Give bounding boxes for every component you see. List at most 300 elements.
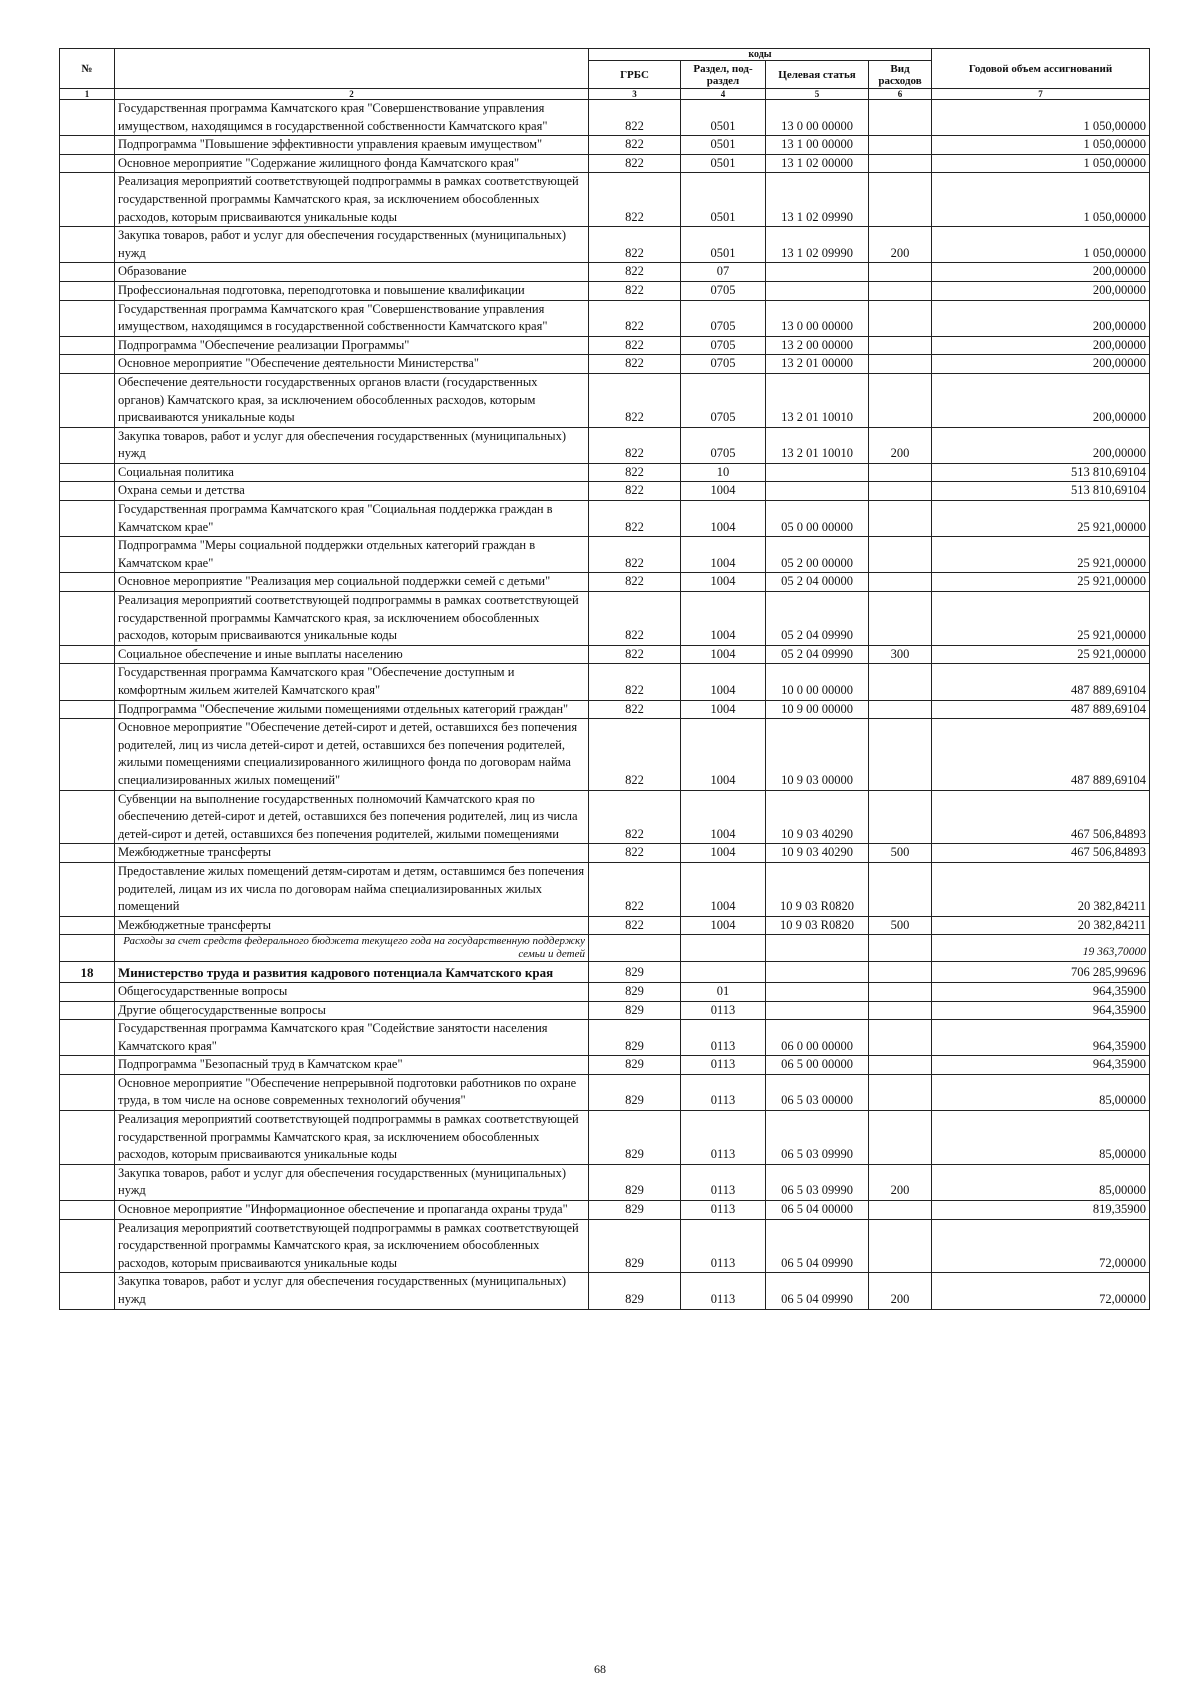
row-section: 1004 xyxy=(681,700,766,719)
row-name: Закупка товаров, работ и услуг для обеспечения государственных (муниципальных) нужд xyxy=(115,1164,589,1200)
row-exp-type xyxy=(869,463,932,482)
row-target: 10 9 03 R0820 xyxy=(766,916,869,935)
row-amount: 1 050,00000 xyxy=(932,173,1150,227)
row-grbs: 822 xyxy=(589,862,681,916)
table-row xyxy=(60,790,1150,844)
row-target: 06 5 04 00000 xyxy=(766,1201,869,1220)
col-exp-type-header: Вид расходов xyxy=(869,61,932,89)
row-exp-type xyxy=(869,664,932,700)
row-target xyxy=(766,263,869,282)
row-number xyxy=(60,355,115,374)
row-exp-type xyxy=(869,355,932,374)
row-exp-type xyxy=(869,1074,932,1110)
col-no-header: № xyxy=(60,49,115,89)
index-cell: 6 xyxy=(869,89,932,100)
row-name: Подпрограмма "Обеспечение жилыми помещениями отдельных категорий граждан" xyxy=(115,700,589,719)
row-name: Государственная программа Камчатского края "Обеспечение доступным и комфортным жильем жителей Камчатского края" xyxy=(115,664,589,700)
row-amount: 85,00000 xyxy=(932,1111,1150,1165)
row-number xyxy=(60,1056,115,1075)
row-number xyxy=(60,336,115,355)
row-section: 0705 xyxy=(681,336,766,355)
row-grbs: 822 xyxy=(589,227,681,263)
row-section: 0113 xyxy=(681,1111,766,1165)
row-exp-type xyxy=(869,373,932,427)
row-section: 0113 xyxy=(681,1273,766,1309)
row-grbs: 829 xyxy=(589,1201,681,1220)
row-name: Обеспечение деятельности государственных органов власти (государственных органов) Камчатского края, за исключением обособленных расходов, которым присваиваются уникальные коды xyxy=(115,373,589,427)
row-section: 0113 xyxy=(681,1201,766,1220)
row-grbs: 822 xyxy=(589,427,681,463)
table-row xyxy=(60,1273,1150,1309)
row-grbs xyxy=(589,935,681,962)
row-exp-type xyxy=(869,501,932,537)
row-section: 0705 xyxy=(681,373,766,427)
row-exp-type xyxy=(869,592,932,646)
row-target: 10 9 00 00000 xyxy=(766,700,869,719)
table-row xyxy=(60,427,1150,463)
table-row xyxy=(60,916,1150,935)
row-target: 10 9 03 40290 xyxy=(766,790,869,844)
row-number xyxy=(60,1219,115,1273)
row-section: 0705 xyxy=(681,355,766,374)
table-row xyxy=(60,373,1150,427)
table-row xyxy=(60,700,1150,719)
row-amount: 25 921,00000 xyxy=(932,537,1150,573)
row-section: 0501 xyxy=(681,154,766,173)
row-exp-type xyxy=(869,100,932,136)
row-number xyxy=(60,700,115,719)
row-section: 0113 xyxy=(681,1001,766,1020)
row-section: 0113 xyxy=(681,1219,766,1273)
table-row xyxy=(60,645,1150,664)
row-exp-type xyxy=(869,300,932,336)
row-target: 10 9 03 40290 xyxy=(766,844,869,863)
row-exp-type xyxy=(869,136,932,155)
row-grbs: 829 xyxy=(589,1074,681,1110)
row-section: 1004 xyxy=(681,664,766,700)
row-number xyxy=(60,281,115,300)
row-target xyxy=(766,281,869,300)
row-grbs: 822 xyxy=(589,373,681,427)
row-section: 1004 xyxy=(681,537,766,573)
row-grbs: 829 xyxy=(589,982,681,1001)
row-number xyxy=(60,136,115,155)
row-number xyxy=(60,790,115,844)
row-grbs: 822 xyxy=(589,100,681,136)
row-exp-type xyxy=(869,1219,932,1273)
row-exp-type xyxy=(869,154,932,173)
row-number: 18 xyxy=(60,962,115,983)
row-number xyxy=(60,100,115,136)
row-amount: 25 921,00000 xyxy=(932,645,1150,664)
row-amount: 1 050,00000 xyxy=(932,154,1150,173)
row-grbs: 822 xyxy=(589,154,681,173)
table-row xyxy=(60,982,1150,1001)
row-section: 1004 xyxy=(681,645,766,664)
row-amount: 200,00000 xyxy=(932,355,1150,374)
row-grbs: 822 xyxy=(589,537,681,573)
row-amount: 964,35900 xyxy=(932,1056,1150,1075)
table-row xyxy=(60,501,1150,537)
row-number xyxy=(60,862,115,916)
row-name: Закупка товаров, работ и услуг для обеспечения государственных (муниципальных) нужд xyxy=(115,227,589,263)
row-exp-type: 500 xyxy=(869,844,932,863)
row-exp-type xyxy=(869,263,932,282)
row-target xyxy=(766,463,869,482)
row-target: 05 2 00 00000 xyxy=(766,537,869,573)
row-number xyxy=(60,1074,115,1110)
row-name: Реализация мероприятий соответствующей подпрограммы в рамках соответствующей государственной программы Камчатского края, за исключением обособленных расходов, которым присваиваются уникальные коды xyxy=(115,592,589,646)
row-number xyxy=(60,916,115,935)
row-grbs: 822 xyxy=(589,916,681,935)
row-exp-type xyxy=(869,537,932,573)
row-name: Закупка товаров, работ и услуг для обеспечения государственных (муниципальных) нужд xyxy=(115,427,589,463)
row-section: 0705 xyxy=(681,281,766,300)
row-name: Государственная программа Камчатского края "Совершенствование управления имуществом, находящимся в государственной собственности Камчатского края" xyxy=(115,300,589,336)
table-row xyxy=(60,1056,1150,1075)
row-name: Основное мероприятие "Информационное обеспечение и пропаганда охраны труда" xyxy=(115,1201,589,1220)
row-name: Образование xyxy=(115,263,589,282)
row-section: 01 xyxy=(681,982,766,1001)
row-section: 0501 xyxy=(681,227,766,263)
row-grbs: 829 xyxy=(589,962,681,983)
table-row xyxy=(60,281,1150,300)
col-volume-header: Годовой объем ассигнований xyxy=(932,49,1150,89)
row-grbs: 822 xyxy=(589,136,681,155)
row-number xyxy=(60,1273,115,1309)
row-name: Охрана семьи и детства xyxy=(115,482,589,501)
row-name: Закупка товаров, работ и услуг для обеспечения государственных (муниципальных) нужд xyxy=(115,1273,589,1309)
table-row xyxy=(60,1164,1150,1200)
row-grbs: 822 xyxy=(589,645,681,664)
row-amount: 964,35900 xyxy=(932,1001,1150,1020)
row-amount: 25 921,00000 xyxy=(932,501,1150,537)
row-amount: 85,00000 xyxy=(932,1164,1150,1200)
row-section: 10 xyxy=(681,463,766,482)
table-row xyxy=(60,463,1150,482)
row-exp-type: 500 xyxy=(869,916,932,935)
row-number xyxy=(60,573,115,592)
row-target xyxy=(766,982,869,1001)
row-number xyxy=(60,935,115,962)
row-number xyxy=(60,982,115,1001)
table-row xyxy=(60,844,1150,863)
row-exp-type xyxy=(869,573,932,592)
header-row-1 xyxy=(60,49,1150,61)
table-row xyxy=(60,100,1150,136)
row-number xyxy=(60,719,115,790)
row-grbs: 829 xyxy=(589,1219,681,1273)
row-target: 10 9 03 00000 xyxy=(766,719,869,790)
row-section: 1004 xyxy=(681,719,766,790)
row-name: Реализация мероприятий соответствующей подпрограммы в рамках соответствующей государственной программы Камчатского края, за исключением обособленных расходов, которым присваиваются уникальные коды xyxy=(115,1111,589,1165)
row-section: 0501 xyxy=(681,136,766,155)
row-exp-type: 200 xyxy=(869,1273,932,1309)
row-section: 1004 xyxy=(681,501,766,537)
row-grbs: 822 xyxy=(589,482,681,501)
table-row xyxy=(60,862,1150,916)
row-section: 0501 xyxy=(681,100,766,136)
row-section: 07 xyxy=(681,263,766,282)
table-row xyxy=(60,573,1150,592)
table-row xyxy=(60,1074,1150,1110)
row-section: 1004 xyxy=(681,790,766,844)
row-target: 13 1 02 09990 xyxy=(766,173,869,227)
table-row xyxy=(60,336,1150,355)
row-name: Реализация мероприятий соответствующей подпрограммы в рамках соответствующей государственной программы Камчатского края, за исключением обособленных расходов, которым присваиваются уникальные коды xyxy=(115,1219,589,1273)
row-exp-type xyxy=(869,1001,932,1020)
row-amount: 513 810,69104 xyxy=(932,463,1150,482)
row-exp-type xyxy=(869,935,932,962)
col-grbs-header: ГРБС xyxy=(589,61,681,89)
page-number: 68 xyxy=(594,1662,606,1676)
row-target: 13 1 02 00000 xyxy=(766,154,869,173)
row-grbs: 822 xyxy=(589,336,681,355)
row-number xyxy=(60,1020,115,1056)
row-amount: 200,00000 xyxy=(932,263,1150,282)
row-amount: 25 921,00000 xyxy=(932,592,1150,646)
budget-table xyxy=(59,48,1150,1310)
row-amount: 487 889,69104 xyxy=(932,664,1150,700)
row-name: Государственная программа Камчатского края "Социальная поддержка граждан в Камчатском крае" xyxy=(115,501,589,537)
row-target: 13 1 00 00000 xyxy=(766,136,869,155)
row-grbs: 822 xyxy=(589,501,681,537)
row-section: 0113 xyxy=(681,1056,766,1075)
row-exp-type xyxy=(869,1056,932,1075)
row-number xyxy=(60,537,115,573)
row-amount: 200,00000 xyxy=(932,373,1150,427)
row-name: Другие общегосударственные вопросы xyxy=(115,1001,589,1020)
row-name: Общегосударственные вопросы xyxy=(115,982,589,1001)
row-number xyxy=(60,592,115,646)
table-row xyxy=(60,592,1150,646)
table-row xyxy=(60,935,1150,962)
row-exp-type: 300 xyxy=(869,645,932,664)
table-row xyxy=(60,537,1150,573)
table-row xyxy=(60,136,1150,155)
row-target xyxy=(766,482,869,501)
row-target: 13 2 01 10010 xyxy=(766,373,869,427)
row-name: Подпрограмма "Меры социальной поддержки отдельных категорий граждан в Камчатском крае" xyxy=(115,537,589,573)
row-target: 13 2 01 10010 xyxy=(766,427,869,463)
index-cell: 7 xyxy=(932,89,1150,100)
row-number xyxy=(60,427,115,463)
row-amount: 200,00000 xyxy=(932,281,1150,300)
row-target: 06 0 00 00000 xyxy=(766,1020,869,1056)
row-grbs: 829 xyxy=(589,1273,681,1309)
row-grbs: 822 xyxy=(589,700,681,719)
row-number xyxy=(60,645,115,664)
row-name: Государственная программа Камчатского края "Совершенствование управления имуществом, находящимся в государственной собственности Камчатского края" xyxy=(115,100,589,136)
row-name: Межбюджетные трансферты xyxy=(115,916,589,935)
col-target-header: Целевая статья xyxy=(766,61,869,89)
row-section: 0705 xyxy=(681,427,766,463)
index-cell: 4 xyxy=(681,89,766,100)
row-name: Министерство труда и развития кадрового потенциала Камчатского края xyxy=(115,962,589,983)
row-section: 1004 xyxy=(681,916,766,935)
row-amount: 1 050,00000 xyxy=(932,227,1150,263)
row-amount: 964,35900 xyxy=(932,1020,1150,1056)
row-target xyxy=(766,935,869,962)
row-amount: 72,00000 xyxy=(932,1273,1150,1309)
row-name: Профессиональная подготовка, переподготовка и повышение квалификации xyxy=(115,281,589,300)
row-number xyxy=(60,1111,115,1165)
row-target: 13 1 02 09990 xyxy=(766,227,869,263)
row-section: 1004 xyxy=(681,482,766,501)
row-number xyxy=(60,173,115,227)
row-exp-type xyxy=(869,700,932,719)
row-amount: 1 050,00000 xyxy=(932,136,1150,155)
row-target: 06 5 00 00000 xyxy=(766,1056,869,1075)
row-amount: 72,00000 xyxy=(932,1219,1150,1273)
row-exp-type xyxy=(869,1201,932,1220)
row-name: Основное мероприятие "Обеспечение непрерывной подготовки работников по охране труда, в том числе на основе современных технологий обучения" xyxy=(115,1074,589,1110)
row-amount: 819,35900 xyxy=(932,1201,1150,1220)
row-target: 10 0 00 00000 xyxy=(766,664,869,700)
row-grbs: 822 xyxy=(589,263,681,282)
row-target xyxy=(766,962,869,983)
row-grbs: 822 xyxy=(589,300,681,336)
row-exp-type xyxy=(869,862,932,916)
row-name: Основное мероприятие "Реализация мер социальной поддержки семей с детьми" xyxy=(115,573,589,592)
row-grbs: 822 xyxy=(589,664,681,700)
row-number xyxy=(60,664,115,700)
row-target: 05 2 04 09990 xyxy=(766,592,869,646)
row-amount: 20 382,84211 xyxy=(932,862,1150,916)
row-amount: 200,00000 xyxy=(932,300,1150,336)
row-grbs: 829 xyxy=(589,1020,681,1056)
row-name: Социальная политика xyxy=(115,463,589,482)
row-number xyxy=(60,501,115,537)
row-target: 06 5 03 09990 xyxy=(766,1111,869,1165)
table-row xyxy=(60,1001,1150,1020)
row-amount: 25 921,00000 xyxy=(932,573,1150,592)
row-number xyxy=(60,463,115,482)
column-index-row xyxy=(60,89,1150,100)
row-exp-type xyxy=(869,482,932,501)
col-section-header: Раздел, под-раздел xyxy=(681,61,766,89)
table-row xyxy=(60,482,1150,501)
row-target: 13 2 00 00000 xyxy=(766,336,869,355)
row-number xyxy=(60,373,115,427)
row-name: Предоставление жилых помещений детям-сиротам и детям, оставшимся без попечения родителей, лицам из их числа по договорам найма специализированных жилых помещений xyxy=(115,862,589,916)
row-exp-type: 200 xyxy=(869,227,932,263)
row-name: Подпрограмма "Безопасный труд в Камчатском крае" xyxy=(115,1056,589,1075)
row-grbs: 822 xyxy=(589,592,681,646)
row-grbs: 822 xyxy=(589,173,681,227)
table-row xyxy=(60,719,1150,790)
table-row xyxy=(60,962,1150,983)
row-name: Подпрограмма "Обеспечение реализации Программы" xyxy=(115,336,589,355)
table-row xyxy=(60,1020,1150,1056)
row-amount: 200,00000 xyxy=(932,336,1150,355)
row-number xyxy=(60,300,115,336)
row-exp-type xyxy=(869,719,932,790)
row-amount: 20 382,84211 xyxy=(932,916,1150,935)
row-name: Субвенции на выполнение государственных полномочий Камчатского края по обеспечению детей-сирот и детей, оставшихся без попечения родителей, лиц из числа детей-сирот и детей, оставшихся без попечения родителей, жилыми помещениями xyxy=(115,790,589,844)
row-name: Межбюджетные трансферты xyxy=(115,844,589,863)
table-row xyxy=(60,173,1150,227)
row-section: 0113 xyxy=(681,1164,766,1200)
row-number xyxy=(60,844,115,863)
row-target: 05 2 04 09990 xyxy=(766,645,869,664)
row-name: Подпрограмма "Повышение эффективности управления краевым имуществом" xyxy=(115,136,589,155)
table-row xyxy=(60,664,1150,700)
row-name: Основное мероприятие "Содержание жилищного фонда Камчатского края" xyxy=(115,154,589,173)
row-target: 06 5 04 09990 xyxy=(766,1273,869,1309)
row-section: 1004 xyxy=(681,844,766,863)
row-section: 0113 xyxy=(681,1020,766,1056)
row-amount: 1 050,00000 xyxy=(932,100,1150,136)
table-row xyxy=(60,154,1150,173)
index-cell: 5 xyxy=(766,89,869,100)
row-target: 13 0 00 00000 xyxy=(766,300,869,336)
row-grbs: 829 xyxy=(589,1056,681,1075)
row-number xyxy=(60,227,115,263)
row-exp-type xyxy=(869,962,932,983)
row-exp-type xyxy=(869,982,932,1001)
row-target: 13 2 01 00000 xyxy=(766,355,869,374)
row-target: 05 2 04 00000 xyxy=(766,573,869,592)
row-section xyxy=(681,962,766,983)
row-target: 05 0 00 00000 xyxy=(766,501,869,537)
row-exp-type xyxy=(869,1020,932,1056)
row-amount: 19 363,70000 xyxy=(932,935,1150,962)
row-exp-type: 200 xyxy=(869,1164,932,1200)
row-amount: 964,35900 xyxy=(932,982,1150,1001)
row-name: Основное мероприятие "Обеспечение детей-сирот и детей, оставшихся без попечения родителей, лиц из числа детей-сирот и детей, оставшихся без попечения родителей, жилыми помещениями специализированного жилищного фонда по договорам найма специализированных жилых помещений" xyxy=(115,719,589,790)
row-section: 0113 xyxy=(681,1074,766,1110)
col-name-header xyxy=(115,49,589,89)
row-amount: 487 889,69104 xyxy=(932,719,1150,790)
row-amount: 487 889,69104 xyxy=(932,700,1150,719)
table-body xyxy=(60,100,1150,1310)
row-target: 06 5 03 00000 xyxy=(766,1074,869,1110)
row-grbs: 822 xyxy=(589,573,681,592)
row-name: Расходы за счет средств федерального бюджета текущего года на государственную поддержку семьи и детей xyxy=(115,935,589,962)
row-section: 0705 xyxy=(681,300,766,336)
row-grbs: 829 xyxy=(589,1001,681,1020)
row-target: 06 5 04 09990 xyxy=(766,1219,869,1273)
row-amount: 513 810,69104 xyxy=(932,482,1150,501)
col-codes-header: коды xyxy=(589,49,932,61)
row-number xyxy=(60,154,115,173)
row-section xyxy=(681,935,766,962)
row-number xyxy=(60,1201,115,1220)
row-exp-type: 200 xyxy=(869,427,932,463)
row-grbs: 822 xyxy=(589,355,681,374)
table-row xyxy=(60,355,1150,374)
row-grbs: 822 xyxy=(589,463,681,482)
row-name: Основное мероприятие "Обеспечение деятельности Министерства" xyxy=(115,355,589,374)
row-name: Реализация мероприятий соответствующей подпрограммы в рамках соответствующей государственной программы Камчатского края, за исключением обособленных расходов, которым присваиваются уникальные коды xyxy=(115,173,589,227)
row-target: 06 5 03 09990 xyxy=(766,1164,869,1200)
row-grbs: 822 xyxy=(589,844,681,863)
index-cell: 1 xyxy=(60,89,115,100)
index-cell: 2 xyxy=(115,89,589,100)
row-name: Государственная программа Камчатского края "Содействие занятости населения Камчатского края" xyxy=(115,1020,589,1056)
table-row xyxy=(60,263,1150,282)
row-amount: 467 506,84893 xyxy=(932,790,1150,844)
row-grbs: 829 xyxy=(589,1164,681,1200)
row-number xyxy=(60,263,115,282)
row-section: 1004 xyxy=(681,573,766,592)
row-exp-type xyxy=(869,790,932,844)
row-section: 1004 xyxy=(681,592,766,646)
row-section: 1004 xyxy=(681,862,766,916)
row-grbs: 829 xyxy=(589,1111,681,1165)
row-number xyxy=(60,482,115,501)
